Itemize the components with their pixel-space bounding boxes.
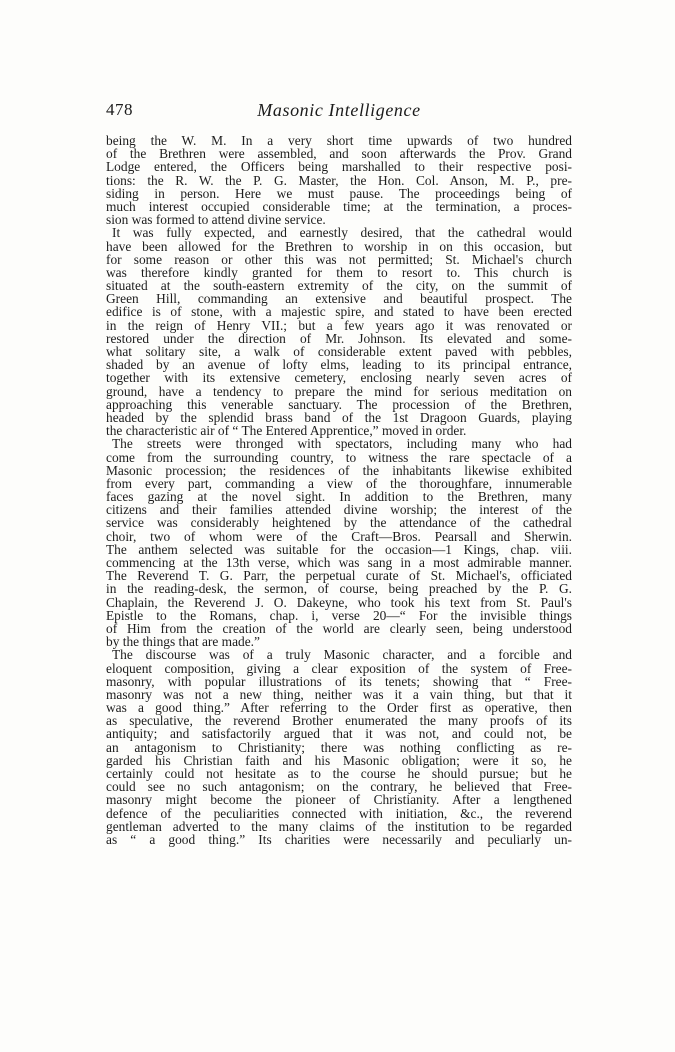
text-line: situated at the south-eastern extremity of the city, on the summit of	[106, 278, 572, 294]
text-line: The anthem selected was suitable for the occasion—1 Kings, chap. viii.	[106, 541, 572, 557]
text-line: together with its extensive cemetery, enclosing nearly seven acres of	[106, 370, 572, 386]
text-line: as “ a good thing.” Its charities were necessarily and peculiarly un-	[106, 831, 572, 847]
text-line: ground, have a tendency to prepare the mind for serious meditation on	[106, 383, 572, 399]
text-line: an antagonism to Christianity; there was nothing conflicting as re-	[106, 739, 572, 755]
text-line: of the Brethren were assembled, and soon afterwards the Prov. Grand	[106, 146, 572, 162]
text-line: certainly could not hesitate as to the course he should pursue; but he	[106, 766, 572, 781]
text-line: shaded by an avenue of lofty elms, leading to its principal entrance,	[106, 357, 572, 373]
text-line: sion was formed to attend divine service.	[106, 212, 326, 228]
text-line: have been allowed for the Brethren to worship in on this occasion, but	[106, 238, 572, 254]
text-line: The Reverend T. G. Parr, the perpetual curate of St. Michael's, officiated	[106, 568, 572, 584]
text-line: gentleman adverted to the many claims of the institution to be regarded	[106, 818, 572, 834]
text-line: in the reading-desk, the sermon, of course, being preached by the P. G.	[106, 581, 572, 597]
text-line: was therefore kindly granted for them to resort to. This church is	[106, 264, 572, 280]
text-line: faces gazing at the novel sight. In addition to the Brethren, many	[106, 489, 572, 505]
text-line: masonry might become the pioneer of Christianity. After a lengthened	[106, 792, 572, 808]
text-line: commencing at the 13th verse, which was sang in a most admirable manner.	[106, 555, 572, 570]
page-header	[106, 100, 572, 124]
text-line: come from the surrounding country, to witness the rare spectacle of a	[106, 449, 572, 465]
text-line: in the reign of Henry VII.; but a few years ago it was renovated or	[106, 317, 572, 333]
text-line: citizens and their families attended divine worship; the interest of the	[106, 502, 572, 518]
text-line: was a good thing.” After referring to the Order first as operative, then	[106, 700, 572, 716]
text-line: Green Hill, commanding an extensive and beautiful prospect. The	[106, 291, 572, 307]
text-line: of Him from the creation of the world are clearly seen, being understood	[106, 620, 572, 636]
text-line: service was considerably heightened by the attendance of the cathedral	[106, 515, 572, 531]
text-line: for some reason or other this was not permitted; St. Michael's church	[106, 251, 572, 267]
text-line: the characteristic air of “ The Entered Apprentice,” moved in order.	[106, 423, 467, 439]
text-line: The discourse was of a truly Masonic character, and a forcible and	[112, 647, 572, 663]
text-line: Masonic procession; the residences of the inhabitants likewise exhibited	[106, 462, 572, 478]
text-line: choir, two of whom were of the Craft—Bros. Pearsall and Sherwin.	[106, 528, 572, 544]
text-line: Chaplain, the Reverend J. O. Dakeyne, who took his text from St. Paul's	[106, 594, 572, 610]
text-line: by the things that are made.”	[106, 634, 260, 650]
text-line: eloquent composition, giving a clear exposition of the system of Free-	[106, 660, 572, 676]
text-line: edifice is of stone, with a majestic spire, and stated to have been erected	[106, 304, 572, 320]
text-line: antiquity; and satisfactorily argued that it was not, and could not, be	[106, 726, 572, 742]
body-text	[106, 134, 572, 846]
text-line: as speculative, the reverend Brother enumerated the many proofs of its	[106, 713, 572, 729]
text-line: Lodge entered, the Officers being marshalled to their respective posi-	[106, 159, 572, 175]
text-line: defence of the peculiarities connected with initiation, &c., the reverend	[106, 805, 572, 821]
text-line: headed by the splendid brass band of the 1st Dragoon Guards, playing	[106, 409, 572, 425]
running-head: Masonic Intelligence	[257, 100, 421, 120]
text-line: what solitary site, a walk of considerable extent paved with pebbles,	[106, 344, 572, 359]
text-line: It was fully expected, and earnestly desired, that the cathedral would	[112, 225, 572, 241]
text-line: garded his Christian faith and his Masonic obligation; were it so, he	[106, 752, 572, 768]
text-line: being the W. M. In a very short time upwards of two hundred	[106, 133, 572, 148]
text-line: approaching this venerable sanctuary. The procession of the Brethren,	[106, 396, 572, 412]
text-line: could see no such antagonism; on the contrary, he believed that Free-	[106, 779, 572, 795]
text-line: from every part, commanding a view of the thoroughfare, innumerable	[106, 475, 572, 491]
text-line: siding in person. Here we must pause. The proceedings being of	[106, 185, 572, 201]
text-line: The streets were thronged with spectators, including many who had	[112, 436, 572, 452]
text-line: masonry was not a new thing, neither was it a vain thing, but that it	[106, 686, 572, 702]
text-line: Epistle to the Romans, chap. i, verse 20—“ For the invisible things	[106, 607, 572, 623]
text-line: restored under the direction of Mr. Johnson. Its elevated and some-	[106, 330, 572, 346]
text-line: much interest occupied considerable time; at the termination, a proces-	[106, 198, 572, 214]
text-line: masonry, with popular illustrations of its tenets; showing that “ Free-	[106, 673, 572, 689]
page-number: 478	[106, 100, 133, 119]
text-line: tions: the R. W. the P. G. Master, the Hon. Col. Anson, M. P., pre-	[106, 172, 572, 188]
